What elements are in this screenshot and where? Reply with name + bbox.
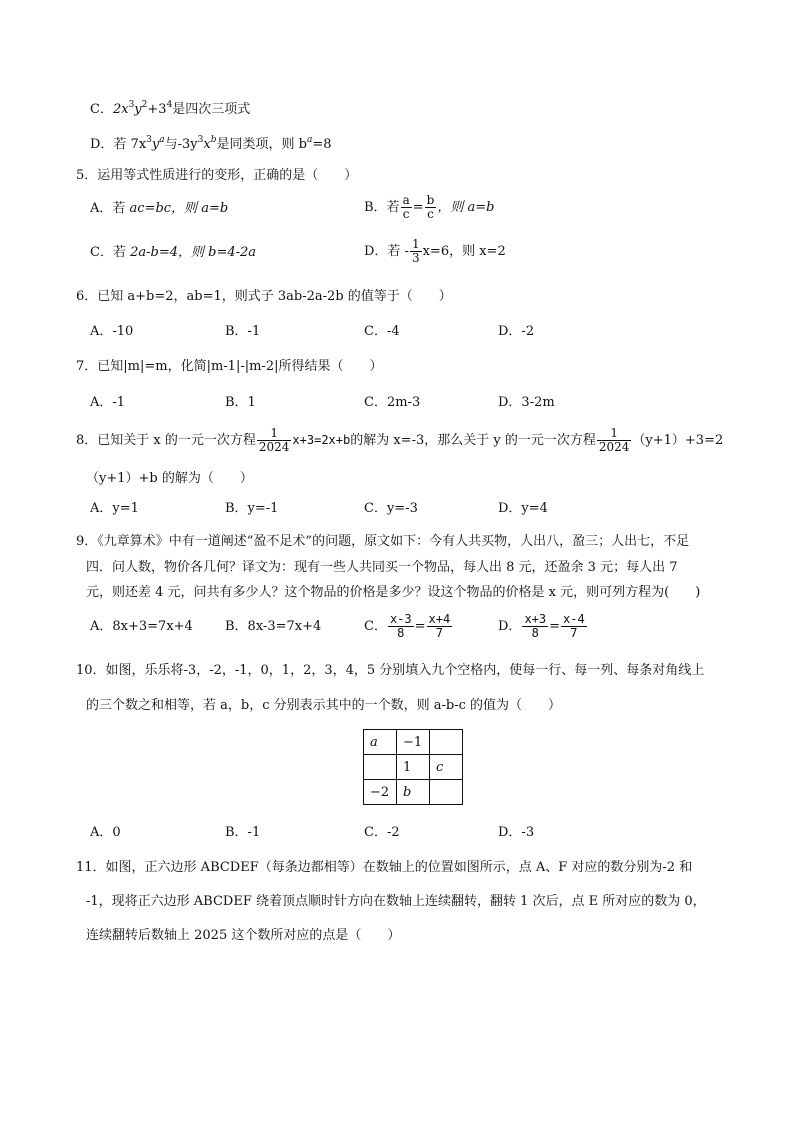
stem-text: （y+1）+3=2 [632, 433, 724, 448]
q10-option-d: D．-3 [498, 825, 535, 840]
grid-cell [430, 780, 463, 805]
option-text: 是四次三项式 [172, 102, 251, 117]
denominator: 3 [411, 251, 420, 265]
denominator: 8 [531, 626, 539, 640]
q11-stem-line3: 连续翻转后数轴上 2025 这个数所对应的点是（ ） [86, 928, 401, 943]
q5-stem: 5．运用等式性质进行的变形，正确的是（ ） [76, 168, 358, 183]
q7-option-b: B．1 [225, 395, 256, 410]
q4-option-c [90, 101, 250, 119]
numerator: a [402, 193, 410, 207]
q11-stem-line1: 11．如图，正六边形 ABCDEF（每条边都相等）在数轴上的位置如图所示，点 A、F 对应的数分别为-2 和 [76, 860, 693, 875]
exp: 3 [128, 100, 135, 110]
fraction [388, 613, 414, 640]
q6-option-a: A．-10 [90, 324, 134, 339]
exp: 3 [197, 135, 204, 145]
numerator: 1 [411, 237, 420, 251]
denominator: 8 [397, 626, 405, 640]
denominator: 7 [570, 626, 578, 640]
option-text: D．若 7x [90, 137, 147, 152]
option-label: B．若 [364, 200, 400, 215]
q9-option-c [364, 611, 453, 643]
fraction [561, 613, 587, 640]
q9-option-a: A．8x+3=7x+4 [90, 619, 193, 634]
q5-option-b [364, 193, 494, 223]
grid-cell [364, 755, 397, 780]
option-text: 2a-b=4，则 b=4-2a [130, 245, 257, 260]
q5-option-c [90, 244, 256, 262]
exp: a [159, 135, 165, 145]
q9-option-b: B．8x-3=7x+4 [225, 619, 322, 634]
q11-stem-line2: -1，现将正六边形 ABCDEF 绕着顶点顺时针方向在数轴上连续翻转，翻转 1 次后，点 E 所对应的数为 0， [86, 894, 706, 909]
q4-option-d [90, 136, 332, 154]
q9-stem-line1: 9．《九章算术》中有一道阐述“盈不足术”的问题，原文如下：今有人共买物，人出八，盈三；人出七，不足 [76, 534, 690, 549]
grid-cell: a [364, 730, 397, 755]
grid-cell: −2 [364, 780, 397, 805]
exp: 2 [141, 100, 148, 110]
numerator: x-3 [389, 612, 412, 626]
fraction [427, 613, 453, 640]
q6-option-b: B．-1 [225, 324, 261, 339]
q6-option-d: D．-2 [498, 324, 535, 339]
fraction [425, 194, 437, 221]
fraction [597, 427, 632, 454]
q8-stem-line2: （y+1）+b 的解为（ ） [86, 471, 253, 486]
option-label: D． [498, 619, 522, 634]
stem-text: 8．已知关于 x 的一元一次方程 [76, 433, 256, 448]
expr: y [151, 137, 160, 152]
fraction [401, 194, 412, 221]
fraction [257, 427, 292, 454]
option-text: x=6，则 x=2 [422, 244, 506, 259]
option-text: ，则 a=b [437, 200, 495, 215]
q10-option-c: C．-2 [364, 825, 400, 840]
q7-option-a: A．-1 [90, 395, 126, 410]
denominator: 2024 [258, 440, 290, 454]
q9-stem-line2: 四．问人数，物价各几何？译文为：现有一些人共同买一个物品，每人出 8 元，还盈余 3 元；每人出 7 [86, 560, 678, 575]
q8-option-d: D．y=4 [498, 501, 548, 516]
q5-option-a [90, 200, 228, 218]
exp: 3 [146, 135, 152, 145]
expr: y [134, 102, 142, 117]
exp: b [210, 135, 217, 145]
grid-cell: −1 [397, 730, 430, 755]
equals: = [412, 200, 424, 215]
q10-stem-line2: 的三个数之和相等，若 a，b，c 分别表示其中的一个数，则 a-b-c 的值为（ ） [86, 698, 562, 713]
q7-option-c: C．2m-3 [364, 395, 421, 410]
q5-option-d [364, 237, 506, 267]
grid-cell [430, 730, 463, 755]
q8-option-a: A．y=1 [90, 501, 139, 516]
expr: +3 [147, 102, 167, 117]
fraction [410, 238, 422, 265]
numerator: x+4 [428, 612, 451, 626]
grid-cell: b [397, 780, 430, 805]
option-text: ac=bc，则 a=b [129, 201, 229, 216]
q9-option-d [498, 611, 588, 643]
option-label: A．若 [90, 201, 126, 216]
numerator: x-4 [563, 612, 585, 626]
q10-option-b: B．-1 [225, 825, 261, 840]
option-label: D．若 - [364, 244, 409, 259]
numerator: 1 [257, 427, 292, 441]
grid-cell: 1 [397, 755, 430, 780]
q9-stem-line3: 元，则还差 4 元，问共有多少人？这个物品的价格是多少？设这个物品的价格是 x 元，则可列方程为( ) [86, 585, 701, 600]
numerator: x+3 [524, 612, 547, 626]
expr: 2x [112, 102, 129, 117]
numerator: b [426, 193, 435, 207]
q10-stem-line1: 10．如图，乐乐将-3，-2，-1，0，1，2，3，4，5 分别填入九个空格内，使每一行、每一列、每条对角线上 [76, 663, 705, 678]
numerator: 1 [597, 427, 632, 441]
stem-text: 的解为 x=-3，那么关于 y 的一元一次方程 [350, 433, 596, 448]
denominator: c [427, 207, 434, 221]
grid-row [364, 780, 463, 805]
equals: = [549, 619, 561, 634]
magic-square-grid [363, 729, 463, 805]
option-label: C． [364, 619, 387, 634]
q8-option-c: C．y=-3 [364, 501, 418, 516]
denominator: 2024 [598, 440, 630, 454]
expr: x [203, 137, 211, 152]
q10-option-a: A．0 [90, 825, 121, 840]
exp: 4 [166, 100, 173, 110]
q7-stem: 7．已知|m|=m，化简|m-1|-|m-2|所得结果（ ） [76, 359, 383, 374]
q7-option-d: D．3-2m [498, 395, 555, 410]
q8-stem-line1 [76, 424, 723, 457]
option-label: C．若 [90, 245, 126, 260]
q6-stem: 6．已知 a+b=2，ab=1，则式子 3ab-2a-2b 的值等于（ ） [76, 289, 452, 304]
q6-option-c: C．-4 [364, 324, 400, 339]
q8-option-b: B．y=-1 [225, 501, 279, 516]
exp: a [306, 135, 313, 145]
grid-row [364, 730, 463, 755]
denominator: 7 [435, 626, 443, 640]
grid-cell: c [430, 755, 463, 780]
option-text: =8 [312, 137, 332, 152]
expr: x+3=2x+b [292, 433, 351, 447]
fraction [522, 613, 548, 640]
denominator: c [402, 207, 410, 221]
equals: = [414, 619, 426, 634]
option-label: C． [90, 102, 113, 117]
option-text: 与-3y [164, 137, 198, 152]
grid-row [364, 755, 463, 780]
option-text: 是同类项，则 b [216, 137, 307, 152]
